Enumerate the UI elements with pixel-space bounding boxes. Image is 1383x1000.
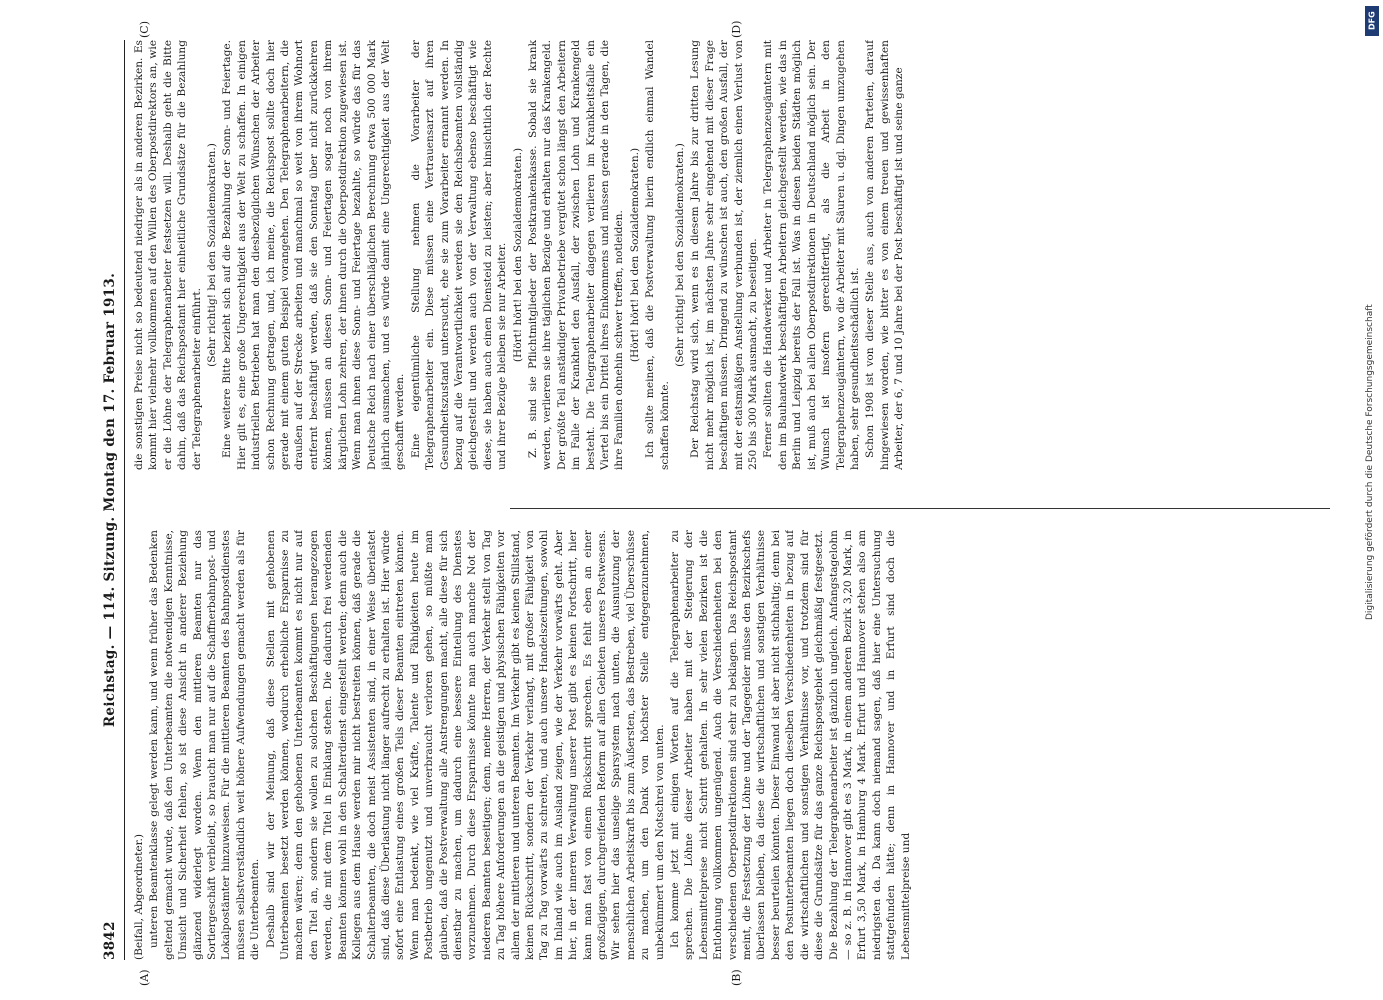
dfg-logo: DFG: [1365, 6, 1379, 36]
interjection: (Hört! hört! bei den Sozialdemokraten.): [628, 147, 641, 363]
interjection: (Sehr richtig! bei den Sozialdemokraten.): [206, 143, 219, 367]
dfg-stamp: [1365, 6, 1379, 620]
column-divider: [510, 508, 1330, 509]
interjection: (Hört! hört! bei den Sozialdemokraten.): [511, 147, 524, 363]
margin-marker-a: (A): [138, 969, 151, 986]
margin-marker-c: (C): [138, 21, 151, 38]
margin-marker-d: (D): [730, 20, 743, 38]
funding-note: Digitalisierung gefördert durch die Deutsche Forschungsgemeinschaft: [1365, 304, 1375, 620]
right-paragraph: Schon 1908 ist von dieser Stelle aus, auch von anderen Parteien, darauf hingewiesen worden, wie bitter es von einem treuen und gewissenhaften Arbeiter, der 6, 7 und 10 Jahre bei der Post beschäftigt ist und seine ganze: [864, 40, 906, 470]
right-column: [132, 40, 1292, 470]
left-paragraph: Ich komme jetzt mit einigen Worten auf die Telegraphenarbeiter zu sprechen. Die Löhne dieser Arbeiter haben mit der Steigerung der Lebensmittelpreise nicht Schritt gehalten. In sehr vielen Bezirken ist die Entlohnung vollkommen ungenügend. Auch die Verschiedenheiten bei den verschiedenen Oberpostdirektionen sind sehr zu beklagen. Das Reichspostamt meint, die Festsetzung der Löhne und der Tagegelder müsse den Bezirkschefs überlassen bleiben, da diese die wirtschaftlichen und sonstigen Verhältnisse besser beurteilen könnten. Dieser Einwand ist aber nicht stichhaltig; denn bei den Postunterbeamten liegen doch dieselben Verschiedenheiten in bezug auf die wirtschaftlichen und sonstigen Verhältnisse vor, und trotzdem sind für diese die Grundsätze für das ganze Reichspostgebiet gleichmäßig festgesetzt. Die Bezahlung der Telegraphenarbeiter ist gänzlich ungleich. Anfangstagelohn — so z. B. in Hannover gibt es 3 Mark, in einem anderen Bezirk 3,20 Mark, in Erfurt 3,50 Mark, in Hamburg 4 Mark. Erfurt und Hannover stehen also am niedrigsten da. Da kann doch niemand sagen, daß hier eine Untersuchung stattgefunden hätte; denn in Hannover und in Erfurt sind doch die Lebensmittelpreise und: [669, 530, 912, 960]
margin-marker-b: (B): [730, 969, 743, 986]
interjection: (Sehr richtig! bei den Sozialdemokraten.): [674, 143, 687, 367]
right-paragraph: Eine eigentümliche Stellung nehmen die Vorarbeiter der Telegraphenarbeiter ein. Diese müssen eine Vertrauensarzt auf ihren Gesundheitszustand untersucht, ehe sie zum Vorarbeiter ernannt werden. In bezug auf die Verantwortlichkeit werden sie den Reichsbeamten vollständig gleichgestellt und werden auch von der Verwaltung ebenso beschäftigt wie diese, sie haben auch einen Diensteid zu leisten; aber hinsichtlich der Rechte und ihrer Bezüge bleiben sie nur Arbeiter.: [409, 40, 509, 470]
left-paragraph: Deshalb sind wir der Meinung, daß diese Stellen mit gehobenen Unterbeamten besetzt werden können, wodurch erhebliche Ersparnisse zu machen wären; denn den gehobenen Unterbeamten kommt es nicht nur auf den Titel an, sondern sie wollen zu solchen Beschäftigungen herangezogen werden, die mit dem Titel in Einklang stehen. Die dadurch frei werdenden Beamten können wohl in den Schalterdienst eingestellt werden; denn auch die Kollegen aus dem Hause werden mir nicht bestreiten können, daß gerade die Schalterbeamten, die doch meist Assistenten sind, in einer Weise überlastet sind, daß diese Überlastung nicht länger aufrecht zu erhalten ist. Hier würde sofort eine Entlastung eines großen Teils dieser Beamten eintreten können. Wenn man bedenkt, wie viel Kräfte, Talente und Fähigkeiten heute im Postbetrieb ungenutzt und unverbraucht verloren gehen, so müßte man glauben, daß die Postverwaltung alle Anstrengungen macht, alle diese für sich dienstbar zu machen, um dadurch eine bessere Einteilung des Dienstes vorzunehmen. Durch diese Ersparnisse könnte man auch manche Not der niederen Beamten beseitigen; denn, meine Herren, der Verkehr stellt von Tag zu Tag höhere Anforderungen an die geistigen und physischen Fähigkeiten vor allem der mittleren und unteren Beamten. Im Verkehr gibt es keinen Stillstand, keinen Rückschritt, sondern der Verkehr verlangt, mit großer Fähigkeit von Tag zu Tag vorwärts zu schreiten, und auch unsere Handelszeitungen, sowohl im Inland wie auch im Ausland zeigen, wie der Verkehr vorwärts geht. Aber hier, in der inneren Verwaltung unserer Post gibt es keinen Fortschritt, hier kann man fast von einem Rückschritt sprechen. Es fehlt eben an einer großzügigen, durchgreifenden Reform auf allen Gebieten unseres Postwesens. Wir sehen hier das unselige Sparsystem nach unten, die Ausnutzung der menschlichen Arbeitskraft bis zum Äußersten, das Bestreben, viel Überschüsse zu machen, um den Dank von höchster Stelle entgegenzunehmen, unbekümmert um den Notschrei von unten.: [264, 530, 666, 960]
right-paragraph: Der Reichstag wird sich, wenn es in diesem Jahre bis zur dritten Lesung nicht mehr möglich ist, im nächsten Jahre sehr eingehend mit dieser Frage beschäftigen müssen. Dringend zu wünschen ist auch, den großen Ausfall, der mit der etatsmäßigen Anstellung verbunden ist, der ziemlich einen Verlust von 250 bis 300 Mark ausmacht, zu beseitigen.: [689, 40, 760, 470]
left-paragraph: unteren Beamtenklasse gelegt werden kann, und wenn früher das Bedenken geltend gemacht wurde, daß den Unterbeamten die notwendigen Kenntnisse, Umsicht und Sicherheit fehlen, so ist diese Ansicht in anderer Beziehung glänzend widerlegt worden. Wenn den mittleren Beamten nur das Sortiergeschäft verbleibt, so braucht man nur auf die Schaffnerbahnpost- und Lokalpostämter hinzuweisen. Für die mittleren Beamten des Bahnpostdienstes müssen selbstverständlich weit höhere Aufwendungen gemacht werden als für die Unterbeamten.: [148, 530, 262, 960]
left-paragraph: (Beifall, Abgeordneter.): [133, 833, 145, 960]
page-header: [102, 40, 122, 960]
right-paragraph: Ich sollte meinen, daß die Postverwaltung hierin endlich einmal Wandel schaffen könnte.: [644, 40, 671, 470]
header-rule: [124, 40, 125, 960]
page-number: 3842: [102, 921, 118, 960]
right-paragraph: Z. B. sind sie Pflichtmitglieder der Postkrankenkasse. Sobald sie krank werden, verlieren sie ihre täglichen Bezüge und erhalten nur das Krankengeld. Der größte Teil anständiger Privatbetriebe vergütet schon längst den Arbeitern im Falle der Krankheit den Ausfall, der zwischen Lohn und Krankengeld besteht. Die Telegraphenarbeiter dagegen verlieren im Krankheitsfalle ein Viertel bis ein Drittel ihres Einkommens und müssen gerade in den Tagen, die ihre Familien ohnehin schwer treffen, notleiden.: [526, 40, 626, 470]
left-column: [132, 530, 1292, 960]
document-page: [40, 0, 1360, 1000]
right-paragraph: Ferner sollten die Handwerker und Arbeiter in Telegraphenzeugämtern mit den im Bauhandwerk beschäftigten Arbeitern gleichgestellt werden, wie das in Berlin und Leipzig bereits der Fall ist. Was in diesen beiden Städten möglich ist, muß auch bei allen Oberpostdirektionen in Deutschland möglich sein. Der Wunsch ist insofern gerechtfertigt, als die Arbeit in den Telegraphenzeugämtern, wo die Arbeiter mit Säuren u. dgl. Dingen umzugehen haben, sehr gesundheitsschädlich ist.: [762, 40, 861, 470]
right-paragraph: Eine weitere Bitte bezieht sich auf die Bezahlung der Sonn- und Feiertage. Hier gilt es, eine große Ungerechtigkeit aus der Welt zu schaffen. In einigen industriellen Betrieben hat man den diesbezüglichen Wünschen der Arbeiter schon Rechnung getragen, und, ich meine, die Reichspost sollte doch hier gerade mit einem guten Beispiel vorangehen. Den Telegraphenarbeitern, die draußen auf der Strecke arbeiten und manchmal so weit von ihrem Wohnort entfernt beschäftigt werden, daß sie den Sonntag über nicht zurückkehren können, müssen an diesen Sonn- und Feiertagen sogar noch von ihrem kärglichen Lohn zehren, der ihnen durch die Oberpostdirektion zugewiesen ist. Wenn man ihnen diese Sonn- und Feiertage bezahlte, so würde das für das Deutsche Reich nach einer überschläglichen Berechnung etwa 500 000 Mark jährlich ausmachen, und es würde damit eine Ungerechtigkeit aus der Welt geschafft werden.: [221, 40, 407, 470]
right-paragraph: die sonstigen Preise nicht so bedeutend niedriger als in anderen Bezirken. Es kommt hier vielmehr vollkommen auf den Willen des Oberpostdirektors an, wie er die Löhne der Telegraphenarbeiter festsetzen will. Deshalb geht die Bitte dahin, daß das Reichspostamt hier einheitliche Grundsätze für die Bezahlung der Telegraphenarbeiter einführt.: [133, 40, 203, 470]
session-title: Reichstag. — 114. Sitzung. Montag den 17. Februar 1913.: [102, 272, 118, 728]
